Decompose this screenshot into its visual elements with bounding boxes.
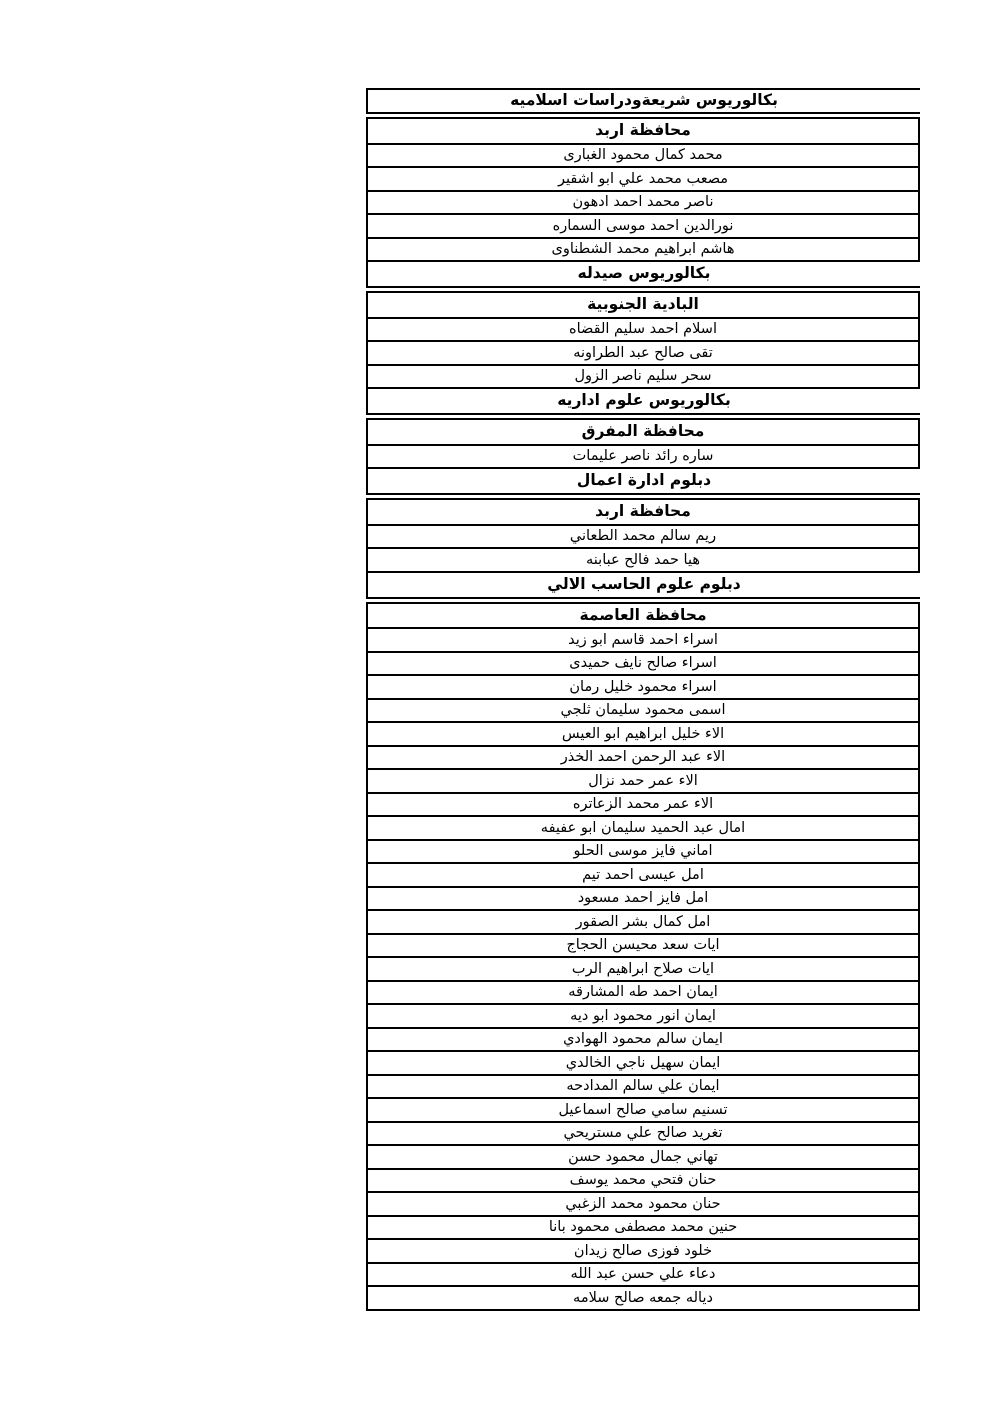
- graduate-name-row: تهاني جمال محمود حسن: [368, 1144, 918, 1168]
- graduate-name-row: مصعب محمد علي ابو اشقير: [368, 166, 918, 190]
- graduate-name-row: امال عبد الحميد سليمان ابو عفيفه: [368, 815, 918, 839]
- graduate-name-row: محمد كمال محمود الغبارى: [368, 143, 918, 167]
- graduate-name-row: ايمان علي سالم المدادحه: [368, 1074, 918, 1098]
- graduate-name-row: امل كمال بشر الصقور: [368, 909, 918, 933]
- graduate-name-row: هاشم ابراهيم محمد الشطناوى: [368, 237, 918, 261]
- graduate-name-row: هيا حمد فالح عبابنه: [368, 547, 918, 571]
- graduate-name-row: سحر سليم ناصر الزول: [368, 364, 918, 388]
- degree-section-header: دبلوم علوم الحاسب الالي: [366, 573, 920, 599]
- degree-section-header: بكالوريوس صيدله: [366, 262, 920, 288]
- graduate-name-row: ايات سعد محيسن الحجاج: [368, 933, 918, 957]
- graduate-name-row: تغريد صالح علي مستريحي: [368, 1121, 918, 1145]
- governorate-header: محافظة العاصمة: [579, 605, 707, 624]
- graduate-name-row: ناصر محمد احمد ادهون: [368, 190, 918, 214]
- graduate-name-row: ايمان انور محمود ابو ديه: [368, 1003, 918, 1027]
- governorate-header: محافظة المفرق: [581, 422, 705, 440]
- graduate-name-row: ايمان سالم محمود الهوادي: [368, 1027, 918, 1051]
- graduate-name-row: الاء خليل ابراهيم ابو العيس: [368, 721, 918, 745]
- graduate-name-row: دعاء علي حسن عبد الله: [368, 1262, 918, 1286]
- graduate-name-row: اسراء احمد قاسم ابو زيد: [368, 627, 918, 651]
- governorate-group: [366, 602, 920, 1311]
- graduate-name-row: اسراء محمود خليل رمان: [368, 674, 918, 698]
- graduate-name-row: تسنيم سامي صالح اسماعيل: [368, 1097, 918, 1121]
- graduate-name-row: حنان محمود محمد الزغبي: [368, 1191, 918, 1215]
- graduate-name-row: ريم سالم محمد الطعاني: [368, 524, 918, 548]
- graduate-name-row: ساره رائد ناصر عليمات: [368, 444, 918, 468]
- graduate-name-row: امل عيسى احمد تيم: [368, 862, 918, 886]
- graduate-name-row: الاء عبد الرحمن احمد الخذر: [368, 745, 918, 769]
- governorate-group: [366, 418, 920, 469]
- graduate-name-row: الاء عمر محمد الزعاتره: [368, 792, 918, 816]
- graduate-name-row: ايمان سهيل ناجي الخالدي: [368, 1050, 918, 1074]
- governorate-header: البادية الجنوبية: [587, 295, 699, 313]
- graduate-name-row: ايمان احمد طه المشارقه: [368, 980, 918, 1004]
- graduate-name-row: الاء عمر حمد نزال: [368, 768, 918, 792]
- graduate-name-row: اسلام احمد سليم القضاه: [368, 317, 918, 341]
- graduate-name-row: حنين محمد مصطفى محمود بانا: [368, 1215, 918, 1239]
- graduate-name-row: دياله جمعه صالح سلامه: [368, 1285, 918, 1309]
- governorate-group: [366, 117, 920, 262]
- graduate-name-row: اماني فايز موسى الحلو: [368, 839, 918, 863]
- graduate-name-row: ايات صلاح ابراهيم الرب: [368, 956, 918, 980]
- governorate-header: محافظة اربد: [595, 502, 691, 520]
- graduate-name-row: حنان فتحي محمد يوسف: [368, 1168, 918, 1192]
- governorate-header: محافظة اربد: [595, 121, 691, 139]
- degree-section-header: دبلوم ادارة اعمال: [366, 469, 920, 495]
- graduate-name-row: تقى صالح عبد الطراونه: [368, 340, 918, 364]
- graduates-roster-table: [366, 88, 920, 1311]
- graduate-name-row: امل فايز احمد مسعود: [368, 886, 918, 910]
- graduate-name-row: خلود فوزى صالح زيدان: [368, 1238, 918, 1262]
- governorate-group: [366, 291, 920, 389]
- governorate-group: [366, 498, 920, 573]
- degree-section-header: بكالوريوس علوم اداريه: [366, 389, 920, 415]
- graduate-name-row: اسراء صالح نايف حميدى: [368, 651, 918, 675]
- graduate-name-row: نورالدين احمد موسى السماره: [368, 213, 918, 237]
- graduate-name-row: اسمى محمود سليمان ثلجي: [368, 698, 918, 722]
- degree-section-header: بكالوريوس شريعةودراسات اسلاميه: [366, 88, 920, 114]
